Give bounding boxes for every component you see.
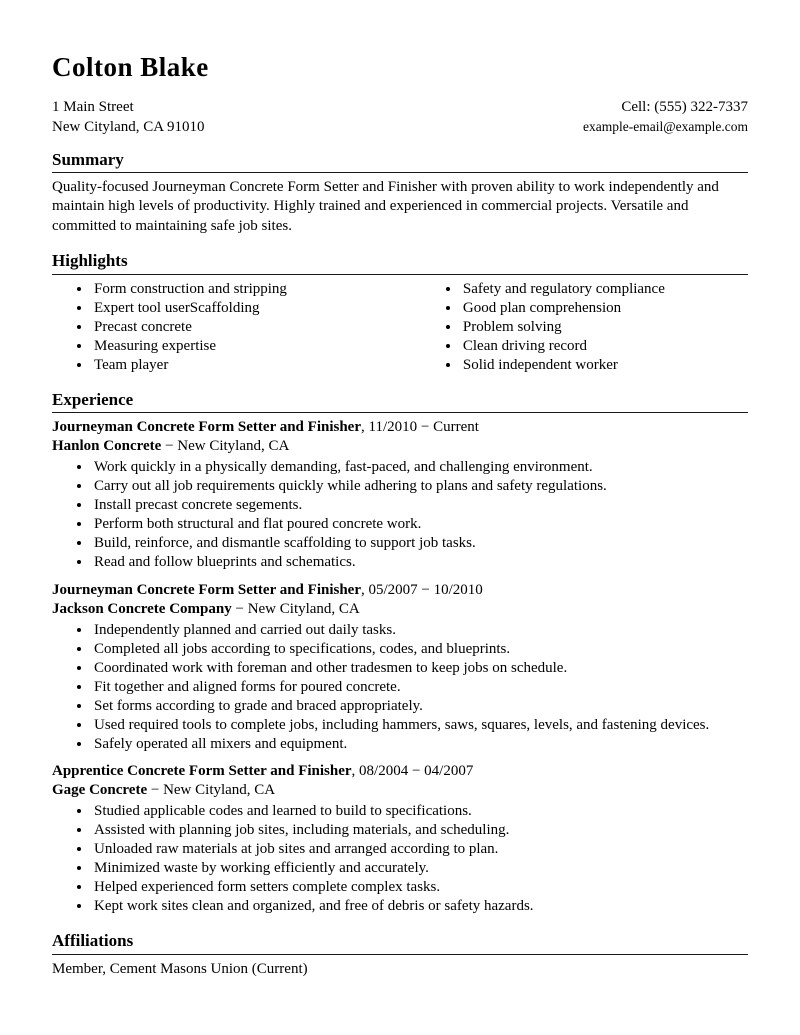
job-bullet: • Independently planned and carried out daily tasks. [92,621,748,640]
summary-text: Quality-focused Journeyman Concrete Form Setter and Finisher with proven ability to work independently and maintain high levels of productivity. Highly trained and experienced in commercial projects. Versatile and committed to maintaining safe job sites. [52,179,719,234]
job-dates: , 11/2010 − Current [361,419,479,436]
job-bullet: • Carry out all job requirements quickly while adhering to plans and safety regulations. [92,477,748,496]
highlight-item: • Problem solving [461,318,748,337]
job-bullet: • Helped experienced form setters complete complex tasks. [92,878,748,897]
experience-heading: Experience [52,389,748,414]
job-bullet-list [52,802,748,916]
highlights-columns [52,280,748,375]
address-line-2: New Cityland, CA 91010 [52,118,205,135]
company-line [52,781,748,800]
affiliations-heading: Affiliations [52,930,748,955]
job-bullet: • Coordinated work with foreman and other tradesmen to keep jobs on schedule. [92,659,748,678]
job-title-line [52,762,748,781]
highlights-heading: Highlights [52,250,748,275]
job-bullet: • Completed all jobs according to specifications, codes, and blueprints. [92,640,748,659]
highlight-item: • Precast concrete [92,318,421,337]
highlight-item: • Good plan comprehension [461,299,748,318]
highlights-section [52,250,748,375]
highlight-item: • Form construction and stripping [92,280,421,299]
affiliations-section [52,930,748,979]
job-bullet: • Read and follow blueprints and schematics. [92,553,748,572]
job-bullet: • Perform both structural and flat poured concrete work. [92,515,748,534]
job-title: Journeyman Concrete Form Setter and Finisher [52,581,361,598]
contact-row [52,97,748,137]
email-address: example-email@example.com [583,118,748,134]
company-line [52,600,748,619]
job-bullet: • Fit together and aligned forms for poured concrete. [92,678,748,697]
job-title-line [52,581,748,600]
job-bullet: • Build, reinforce, and dismantle scaffolding to support job tasks. [92,534,748,553]
company-name: Hanlon Concrete [52,438,162,455]
highlight-item: • Safety and regulatory compliance [461,280,748,299]
job-bullet: • Install precast concrete segements. [92,496,748,515]
affiliations-text: Member, Cement Masons Union (Current) [52,960,308,977]
job-dates: , 05/2007 − 10/2010 [361,581,483,598]
highlight-item: • Solid independent worker [461,356,748,375]
resume-header [52,50,748,137]
job-entry [52,418,748,572]
company-name: Jackson Concrete Company [52,600,232,617]
highlight-item: • Measuring expertise [92,337,421,356]
company-location: − New Cityland, CA [150,782,276,799]
job-title: Apprentice Concrete Form Setter and Finisher [52,763,352,780]
job-bullet: • Unloaded raw materials at job sites and arranged according to plan. [92,840,748,859]
company-location: − New Cityland, CA [165,438,290,455]
job-bullet-list [52,458,748,572]
candidate-name: Colton Blake [52,52,209,82]
job-bullet: • Set forms according to grade and braced appropriately. [92,697,748,716]
highlights-left-column [52,280,421,375]
job-bullet: • Used required tools to complete jobs, including hammers, saws, squares, levels, and fastening devices. [92,716,748,735]
highlight-item: • Team player [92,356,421,375]
company-name: Gage Concrete [52,782,148,799]
address-line-1: 1 Main Street [52,98,134,115]
company-line [52,437,748,456]
job-entry [52,762,748,916]
job-bullet: • Minimized waste by working efficiently and accurately. [92,859,748,878]
contact-phone-email [583,97,748,137]
highlights-right-column [421,280,748,375]
summary-section [52,149,748,236]
contact-address [52,97,205,137]
job-bullet: • Work quickly in a physically demanding, fast-paced, and challenging environment. [92,458,748,477]
job-bullet-list [52,621,748,754]
job-bullet: • Kept work sites clean and organized, and free of debris or safety hazards. [92,897,748,916]
job-title: Journeyman Concrete Form Setter and Finisher [52,419,361,436]
company-location: − New Cityland, CA [235,600,360,617]
job-bullet: • Studied applicable codes and learned to build to specifications. [92,802,748,821]
phone-number: Cell: (555) 322-7337 [621,98,748,115]
job-entry [52,581,748,754]
job-bullet: • Safely operated all mixers and equipment. [92,735,748,754]
highlight-item: • Clean driving record [461,337,748,356]
job-dates: , 08/2004 − 04/2007 [351,763,474,780]
job-title-line [52,418,748,437]
highlight-item: • Expert tool userScaffolding [92,299,421,318]
experience-section [52,389,748,916]
summary-heading: Summary [52,149,748,174]
job-bullet: • Assisted with planning job sites, including materials, and scheduling. [92,821,748,840]
